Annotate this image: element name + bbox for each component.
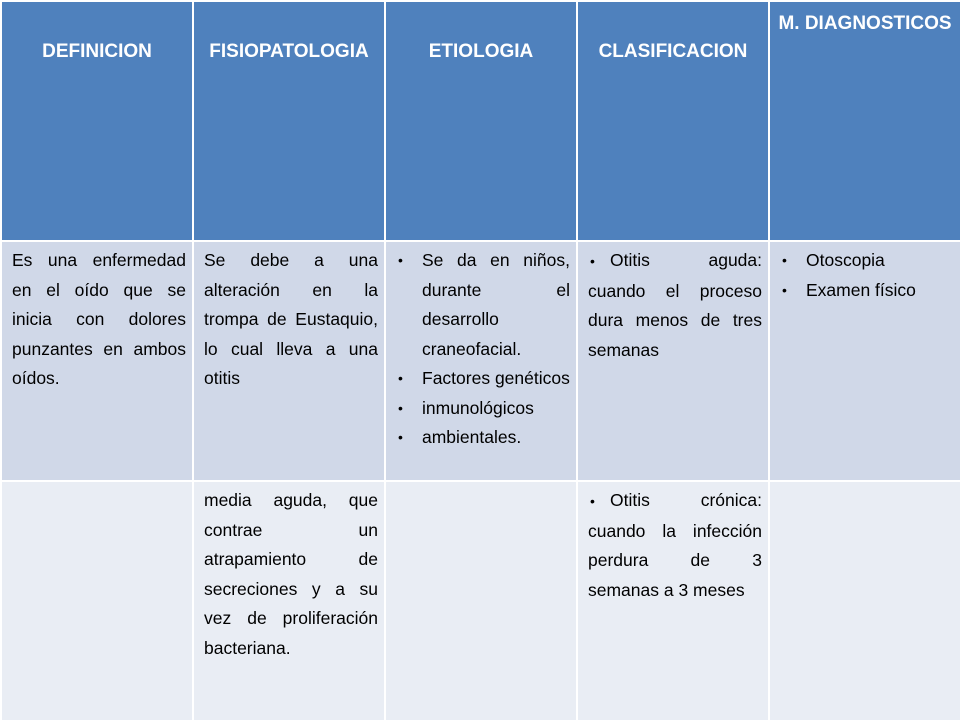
cell-definicion	[1, 241, 193, 481]
bullet-icon: •	[398, 252, 403, 268]
table-row	[1, 241, 960, 481]
fisiopatologia-text: Se debe a una alteración en la trompa de Eustaquio, lo cual lleva a una otitis	[204, 250, 378, 388]
list-item: • Se da en niños, durante el desarrollo craneofacial.	[396, 246, 570, 364]
cell-diagnosticos	[769, 241, 960, 481]
list-item: • inmunológicos	[396, 394, 570, 424]
cell-clasificacion-cont	[577, 481, 769, 721]
cell-fisiopatologia-cont	[193, 481, 385, 721]
clasificacion-cronica: • Otitis crónica: cuando la infección perdura de 3 semanas a 3 meses	[588, 486, 762, 605]
header-row	[1, 1, 960, 241]
header-etiologia: ETIOLOGIA	[385, 1, 577, 241]
header-diagnosticos: M. DIAGNOSTICOS	[769, 1, 960, 241]
cell-empty	[1, 481, 193, 721]
clasificacion-aguda: • Otitis aguda: cuando el proceso dura menos de tres semanas	[588, 246, 762, 365]
cell-empty	[769, 481, 960, 721]
etiologia-list	[396, 246, 570, 453]
header-definicion: DEFINICION	[1, 1, 193, 241]
header-clasificacion: CLASIFICACION	[577, 1, 769, 241]
bullet-icon: •	[782, 281, 787, 298]
definicion-text: Es una enfermedad en el oído que se inicia con dolores punzantes en ambos oídos.	[12, 250, 186, 388]
header-fisiopatologia: FISIOPATOLOGIA	[193, 1, 385, 241]
list-item: • Examen físico	[780, 276, 954, 306]
list-item: • Otoscopia	[780, 246, 954, 276]
fisiopatologia-cont-text: media aguda, que contrae un atrapamiento de secreciones y a su vez de proliferación bacteriana.	[204, 490, 378, 658]
bullet-icon: •	[398, 429, 403, 445]
cell-etiologia	[385, 241, 577, 481]
cell-fisiopatologia	[193, 241, 385, 481]
cell-empty	[385, 481, 577, 721]
list-item: • ambientales.	[396, 423, 570, 453]
list-item: • Factores genéticos	[396, 364, 570, 394]
table-row	[1, 481, 960, 721]
cell-clasificacion	[577, 241, 769, 481]
bullet-icon: •	[590, 493, 595, 509]
bullet-icon: •	[398, 399, 403, 416]
diagnosticos-list	[780, 246, 954, 305]
bullet-icon: •	[590, 253, 595, 269]
bullet-icon: •	[398, 370, 403, 386]
bullet-icon: •	[782, 252, 787, 268]
